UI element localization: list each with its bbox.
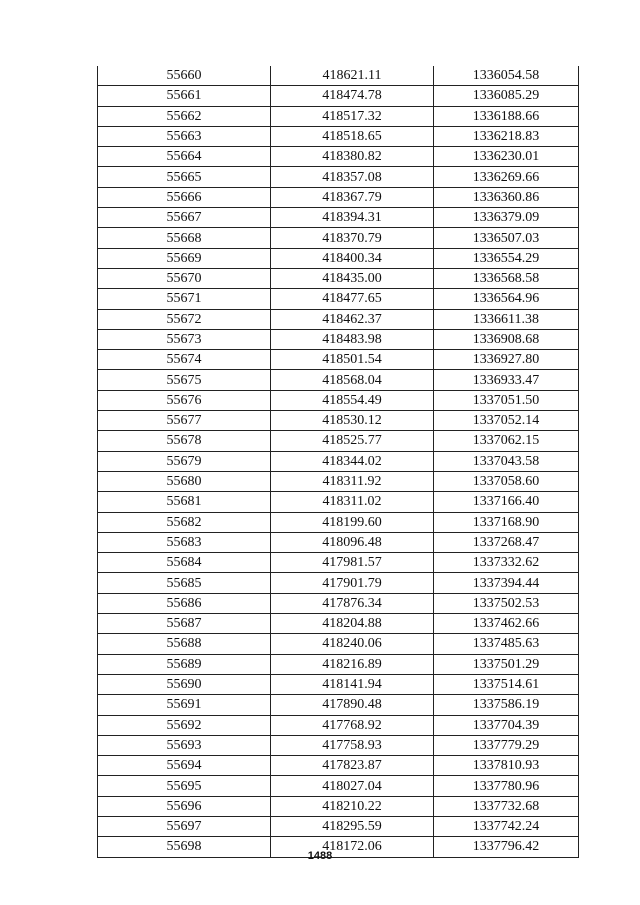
table-row bbox=[98, 695, 579, 715]
point-id-cell: 55661 bbox=[98, 86, 271, 106]
point-id-cell: 55685 bbox=[98, 573, 271, 593]
y-coordinate-cell: 1336908.68 bbox=[434, 329, 579, 349]
y-coordinate-cell: 1337810.93 bbox=[434, 756, 579, 776]
point-id-cell: 55664 bbox=[98, 147, 271, 167]
x-coordinate-cell: 418568.04 bbox=[271, 370, 434, 390]
point-id-cell: 55666 bbox=[98, 187, 271, 207]
point-id-cell: 55690 bbox=[98, 674, 271, 694]
point-id-cell: 55691 bbox=[98, 695, 271, 715]
y-coordinate-cell: 1336230.01 bbox=[434, 147, 579, 167]
coordinates-table-body bbox=[98, 66, 579, 857]
page-number: 1488 bbox=[307, 850, 333, 862]
table-row bbox=[98, 796, 579, 816]
table-row bbox=[98, 329, 579, 349]
y-coordinate-cell: 1337704.39 bbox=[434, 715, 579, 735]
x-coordinate-cell: 418367.79 bbox=[271, 187, 434, 207]
y-coordinate-cell: 1337514.61 bbox=[434, 674, 579, 694]
point-id-cell: 55678 bbox=[98, 431, 271, 451]
point-id-cell: 55665 bbox=[98, 167, 271, 187]
point-id-cell: 55670 bbox=[98, 268, 271, 288]
y-coordinate-cell: 1336085.29 bbox=[434, 86, 579, 106]
table-row bbox=[98, 370, 579, 390]
y-coordinate-cell: 1336379.09 bbox=[434, 208, 579, 228]
y-coordinate-cell: 1337586.19 bbox=[434, 695, 579, 715]
x-coordinate-cell: 418344.02 bbox=[271, 451, 434, 471]
table-row bbox=[98, 674, 579, 694]
table-row bbox=[98, 715, 579, 735]
y-coordinate-cell: 1337502.53 bbox=[434, 593, 579, 613]
y-coordinate-cell: 1337168.90 bbox=[434, 512, 579, 532]
x-coordinate-cell: 418204.88 bbox=[271, 614, 434, 634]
table-row bbox=[98, 654, 579, 674]
table-row bbox=[98, 350, 579, 370]
y-coordinate-cell: 1337501.29 bbox=[434, 654, 579, 674]
point-id-cell: 55672 bbox=[98, 309, 271, 329]
x-coordinate-cell: 418435.00 bbox=[271, 268, 434, 288]
table-row bbox=[98, 634, 579, 654]
y-coordinate-cell: 1337062.15 bbox=[434, 431, 579, 451]
x-coordinate-cell: 418400.34 bbox=[271, 248, 434, 268]
table-row bbox=[98, 228, 579, 248]
x-coordinate-cell: 417981.57 bbox=[271, 553, 434, 573]
x-coordinate-cell: 418027.04 bbox=[271, 776, 434, 796]
y-coordinate-cell: 1337394.44 bbox=[434, 573, 579, 593]
table-row bbox=[98, 614, 579, 634]
x-coordinate-cell: 418621.11 bbox=[271, 66, 434, 86]
table-row bbox=[98, 816, 579, 836]
y-coordinate-cell: 1336507.03 bbox=[434, 228, 579, 248]
point-id-cell: 55693 bbox=[98, 735, 271, 755]
x-coordinate-cell: 418311.92 bbox=[271, 471, 434, 491]
x-coordinate-cell: 417823.87 bbox=[271, 756, 434, 776]
table-row bbox=[98, 268, 579, 288]
y-coordinate-cell: 1336933.47 bbox=[434, 370, 579, 390]
table-row bbox=[98, 593, 579, 613]
x-coordinate-cell: 418380.82 bbox=[271, 147, 434, 167]
table-row bbox=[98, 126, 579, 146]
point-id-cell: 55663 bbox=[98, 126, 271, 146]
y-coordinate-cell: 1337051.50 bbox=[434, 390, 579, 410]
point-id-cell: 55681 bbox=[98, 492, 271, 512]
point-id-cell: 55660 bbox=[98, 66, 271, 86]
x-coordinate-cell: 418501.54 bbox=[271, 350, 434, 370]
point-id-cell: 55686 bbox=[98, 593, 271, 613]
x-coordinate-cell: 418240.06 bbox=[271, 634, 434, 654]
y-coordinate-cell: 1337052.14 bbox=[434, 411, 579, 431]
x-coordinate-cell: 418462.37 bbox=[271, 309, 434, 329]
x-coordinate-cell: 418525.77 bbox=[271, 431, 434, 451]
table-row bbox=[98, 390, 579, 410]
x-coordinate-cell: 418199.60 bbox=[271, 512, 434, 532]
table-row bbox=[98, 451, 579, 471]
point-id-cell: 55676 bbox=[98, 390, 271, 410]
point-id-cell: 55667 bbox=[98, 208, 271, 228]
y-coordinate-cell: 1336554.29 bbox=[434, 248, 579, 268]
x-coordinate-cell: 417890.48 bbox=[271, 695, 434, 715]
x-coordinate-cell: 417758.93 bbox=[271, 735, 434, 755]
point-id-cell: 55677 bbox=[98, 411, 271, 431]
y-coordinate-cell: 1336188.66 bbox=[434, 106, 579, 126]
x-coordinate-cell: 418394.31 bbox=[271, 208, 434, 228]
table-row bbox=[98, 492, 579, 512]
table-row bbox=[98, 86, 579, 106]
point-id-cell: 55697 bbox=[98, 816, 271, 836]
y-coordinate-cell: 1337780.96 bbox=[434, 776, 579, 796]
point-id-cell: 55675 bbox=[98, 370, 271, 390]
y-coordinate-cell: 1336927.80 bbox=[434, 350, 579, 370]
point-id-cell: 55673 bbox=[98, 329, 271, 349]
x-coordinate-cell: 417901.79 bbox=[271, 573, 434, 593]
x-coordinate-cell: 418096.48 bbox=[271, 532, 434, 552]
point-id-cell: 55674 bbox=[98, 350, 271, 370]
y-coordinate-cell: 1336360.86 bbox=[434, 187, 579, 207]
point-id-cell: 55679 bbox=[98, 451, 271, 471]
table-row bbox=[98, 735, 579, 755]
x-coordinate-cell: 418530.12 bbox=[271, 411, 434, 431]
table-row bbox=[98, 187, 579, 207]
point-id-cell: 55696 bbox=[98, 796, 271, 816]
point-id-cell: 55680 bbox=[98, 471, 271, 491]
y-coordinate-cell: 1336054.58 bbox=[434, 66, 579, 86]
point-id-cell: 55692 bbox=[98, 715, 271, 735]
y-coordinate-cell: 1337732.68 bbox=[434, 796, 579, 816]
y-coordinate-cell: 1337485.63 bbox=[434, 634, 579, 654]
point-id-cell: 55684 bbox=[98, 553, 271, 573]
y-coordinate-cell: 1336611.38 bbox=[434, 309, 579, 329]
x-coordinate-cell: 418518.65 bbox=[271, 126, 434, 146]
point-id-cell: 55698 bbox=[98, 837, 271, 857]
y-coordinate-cell: 1337166.40 bbox=[434, 492, 579, 512]
table-row bbox=[98, 553, 579, 573]
y-coordinate-cell: 1337742.24 bbox=[434, 816, 579, 836]
point-id-cell: 55668 bbox=[98, 228, 271, 248]
table-row bbox=[98, 471, 579, 491]
point-id-cell: 55695 bbox=[98, 776, 271, 796]
y-coordinate-cell: 1337043.58 bbox=[434, 451, 579, 471]
y-coordinate-cell: 1337462.66 bbox=[434, 614, 579, 634]
table-row bbox=[98, 208, 579, 228]
x-coordinate-cell: 418483.98 bbox=[271, 329, 434, 349]
point-id-cell: 55669 bbox=[98, 248, 271, 268]
x-coordinate-cell: 417876.34 bbox=[271, 593, 434, 613]
table-row bbox=[98, 512, 579, 532]
x-coordinate-cell: 418172.06 bbox=[271, 837, 434, 857]
point-id-cell: 55671 bbox=[98, 289, 271, 309]
coordinates-table bbox=[97, 66, 579, 858]
x-coordinate-cell: 418311.02 bbox=[271, 492, 434, 512]
x-coordinate-cell: 418141.94 bbox=[271, 674, 434, 694]
point-id-cell: 55682 bbox=[98, 512, 271, 532]
x-coordinate-cell: 418210.22 bbox=[271, 796, 434, 816]
y-coordinate-cell: 1337332.62 bbox=[434, 553, 579, 573]
table-row bbox=[98, 431, 579, 451]
table-row bbox=[98, 411, 579, 431]
y-coordinate-cell: 1337779.29 bbox=[434, 735, 579, 755]
point-id-cell: 55694 bbox=[98, 756, 271, 776]
table-row bbox=[98, 289, 579, 309]
table-row bbox=[98, 66, 579, 86]
point-id-cell: 55688 bbox=[98, 634, 271, 654]
table-row bbox=[98, 167, 579, 187]
y-coordinate-cell: 1336218.83 bbox=[434, 126, 579, 146]
x-coordinate-cell: 418477.65 bbox=[271, 289, 434, 309]
x-coordinate-cell: 418295.59 bbox=[271, 816, 434, 836]
x-coordinate-cell: 417768.92 bbox=[271, 715, 434, 735]
table-row bbox=[98, 248, 579, 268]
table-row bbox=[98, 532, 579, 552]
x-coordinate-cell: 418554.49 bbox=[271, 390, 434, 410]
point-id-cell: 55689 bbox=[98, 654, 271, 674]
point-id-cell: 55687 bbox=[98, 614, 271, 634]
x-coordinate-cell: 418517.32 bbox=[271, 106, 434, 126]
y-coordinate-cell: 1336568.58 bbox=[434, 268, 579, 288]
y-coordinate-cell: 1337796.42 bbox=[434, 837, 579, 857]
point-id-cell: 55683 bbox=[98, 532, 271, 552]
table-row bbox=[98, 756, 579, 776]
y-coordinate-cell: 1336564.96 bbox=[434, 289, 579, 309]
table-row bbox=[98, 106, 579, 126]
x-coordinate-cell: 418216.89 bbox=[271, 654, 434, 674]
x-coordinate-cell: 418474.78 bbox=[271, 86, 434, 106]
x-coordinate-cell: 418357.08 bbox=[271, 167, 434, 187]
table-row bbox=[98, 147, 579, 167]
table-row bbox=[98, 573, 579, 593]
table-row bbox=[98, 776, 579, 796]
y-coordinate-cell: 1336269.66 bbox=[434, 167, 579, 187]
y-coordinate-cell: 1337268.47 bbox=[434, 532, 579, 552]
table-row bbox=[98, 309, 579, 329]
point-id-cell: 55662 bbox=[98, 106, 271, 126]
y-coordinate-cell: 1337058.60 bbox=[434, 471, 579, 491]
x-coordinate-cell: 418370.79 bbox=[271, 228, 434, 248]
